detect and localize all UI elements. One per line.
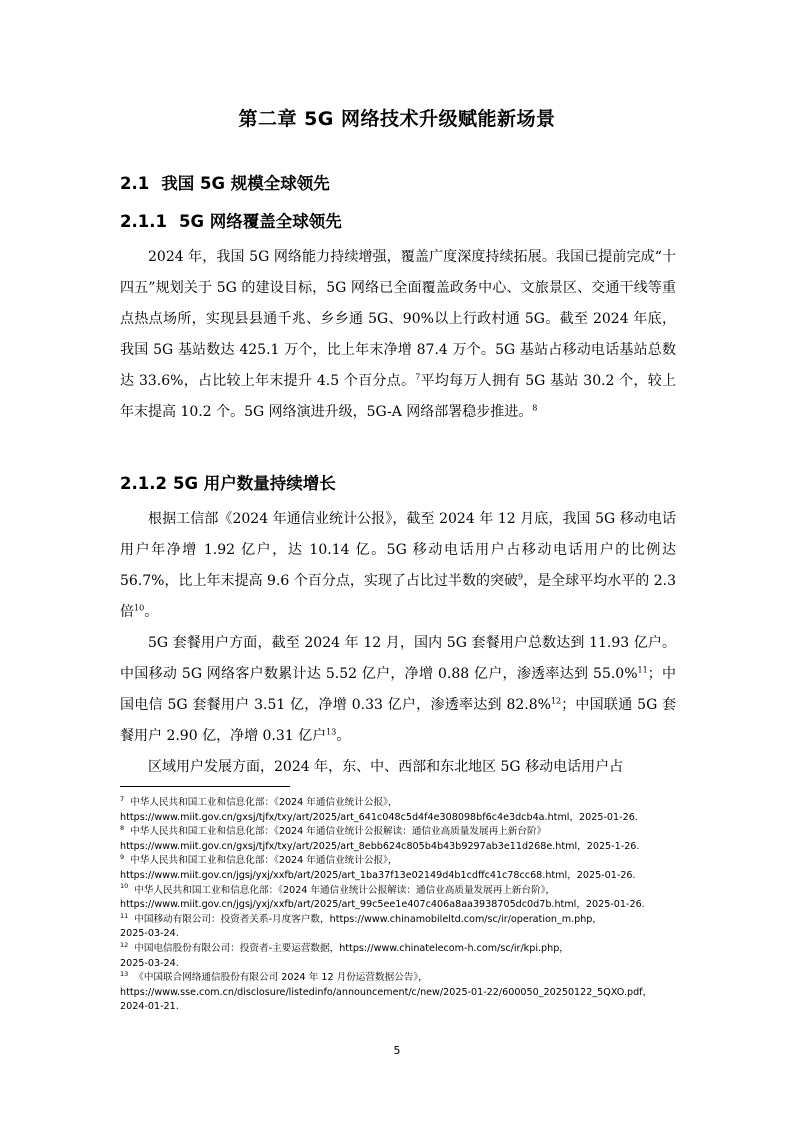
footnote-number: 11 — [120, 911, 129, 920]
footnote-date: 2025-03-24. — [120, 928, 179, 940]
footnote-link[interactable]: https://www.miit.gov.cn/jgsj/yxj/xxfb/art/2025/art_99c5ee1e407c406a8aa3938705dc0d7b.html，2025-01-26. — [120, 899, 645, 911]
paragraph-text: 根据工信部《2024 年通信业统计公报》，截至 2024 年 12 月底，我国 5G 移动电话用户年净增 1.92 亿户，达 10.14 亿。5G 移动电话用户占移动电话用户的比例达 56.7%，比上年末提高 9.6 个百分点，实现了占比过半数的突破 — [120, 511, 676, 589]
section-number: 2.1 — [120, 174, 150, 193]
paragraph-text: ；中国联通 5G 套餐用户 2.90 亿，净增 0.31 亿户 — [120, 697, 676, 744]
section-2-1-2-body — [120, 504, 676, 783]
footnote-ref[interactable]: 11 — [637, 665, 648, 675]
footnote — [120, 854, 680, 883]
footnote — [120, 884, 680, 913]
footnote-text: 中华人民共和国工业和信息化部：《2024 年通信业统计公报解读：通信业高质量发展再上新台阶》， — [134, 884, 556, 896]
section-2-1-1-heading — [120, 208, 342, 232]
footnote-number: 10 — [120, 882, 129, 891]
footnote-link[interactable]: https://www.miit.gov.cn/gxsj/tjfx/txy/art/2025/art_641c048c5d4f4e308098bf6c4e3dcb4a.html，2025-01-26. — [120, 811, 638, 823]
footnote — [120, 971, 680, 1015]
paragraph-text: ；中国电信 5G 套餐用户 3.51 亿，净增 0.33 亿户，渗透率达到 82.8% — [120, 666, 676, 713]
footnote-ref[interactable]: 10 — [134, 603, 145, 613]
footnote-divider — [120, 786, 290, 787]
section-number: 2.1.1 — [120, 212, 167, 231]
footnote-text: 中华人民共和国工业和信息化部：《2024 年通信业统计公报解读：通信业高质量发展再上新台阶》 — [130, 826, 547, 838]
footnote-link[interactable]: https://www.miit.gov.cn/jgsj/yxj/xxfb/art/2025/art_1ba37f13e02149d4b1cdffc41c78cc68.html，2025-01-26. — [120, 869, 636, 881]
section-title: 5G 网络覆盖全球领先 — [178, 212, 342, 231]
footnote — [120, 942, 680, 971]
section-2-1-1-body — [120, 242, 676, 428]
section-title: 我国 5G 规模全球领先 — [161, 174, 330, 193]
footnote-date: 2024-01-21. — [120, 1001, 179, 1013]
footnote-text: 中华人民共和国工业和信息化部：《2024 年通信业统计公报》， — [130, 855, 398, 867]
footnote-text: 中华人民共和国工业和信息化部：《2024 年通信业统计公报》， — [130, 797, 398, 808]
chapter-title: 第二章 5G 网络技术升级赋能新场景 — [238, 108, 556, 130]
paragraph — [120, 242, 676, 428]
footnote — [120, 796, 680, 825]
footnote-number: 12 — [120, 940, 129, 949]
paragraph — [120, 504, 676, 628]
footnote — [120, 825, 680, 854]
paragraph-text: 。 — [336, 728, 351, 744]
footnote-text[interactable]: 中国电信股份有限公司：投资者-主要运营数据，https://www.chinatelecom-h.com/sc/ir/kpi.php， — [134, 942, 569, 954]
footnote-number: 7 — [120, 794, 125, 803]
footnote-ref[interactable]: 12 — [550, 696, 562, 706]
footnote-ref[interactable]: 7 — [415, 372, 421, 382]
paragraph-text: 。 — [144, 604, 159, 620]
footnote-ref[interactable]: 13 — [326, 727, 337, 737]
footnote — [120, 913, 680, 942]
footnote-number: 13 — [120, 969, 129, 978]
footnote-link[interactable]: https://www.miit.gov.cn/gxsj/tjfx/txy/art/2025/art_8ebb624c805b4b43b9297ab3e11d268e.html，2025-1-26. — [120, 840, 640, 852]
paragraph-text: 5G 套餐用户方面，截至 2024 年 12 月，国内 5G 套餐用户总数达到 11.93 亿户。中国移动 5G 网络客户数累计达 5.52 亿户，净增 0.88 亿户，渗透率达到 55.0% — [120, 635, 676, 682]
footnote-ref[interactable]: 9 — [518, 572, 524, 582]
section-2-1-2-heading — [120, 470, 336, 494]
footnote-number: 9 — [120, 853, 125, 862]
paragraph — [120, 752, 676, 783]
section-title: 5G 用户数量持续增长 — [172, 474, 336, 493]
footnote-link[interactable]: https://www.sse.com.cn/disclosure/listedinfo/announcement/c/new/2025-01-22/600050_20250122_5QXO.pdf， — [120, 986, 653, 998]
paragraph-text: 2024 年，我国 5G 网络能力持续增强，覆盖广度深度持续拓展。我国已提前完成“十四五”规划关于 5G 的建设目标，5G 网络已全面覆盖政务中心、文旅景区、交通干线等重点热点场所，实现县县通千兆、乡乡通 5G、90%以上行政村通 5G。截至 2024 年底，我国 5G 基站数达 425.1 万个，比上年末净增 87.4 万个。5G 基站占移动电话基站总数达 33.6%，占比较上年末提升 4.5 个百分点。 — [120, 249, 676, 389]
section-2-1-heading — [120, 170, 330, 194]
footnote-ref[interactable]: 8 — [532, 403, 538, 413]
paragraph — [120, 628, 676, 752]
footnote-text: 《中国联合网络通信股份有限公司 2024 年 12 月份运营数据公告》， — [134, 972, 428, 984]
footnotes — [120, 796, 680, 1015]
page-number: 5 — [393, 1044, 401, 1057]
footnote-text[interactable]: 中国移动有限公司：投资者关系-月度客户数，https://www.chinamobileltd.com/sc/ir/operation_m.php， — [134, 913, 602, 925]
section-number: 2.1.2 — [120, 474, 167, 493]
paragraph-text: 区域用户发展方面，2024 年，东、中、西部和东北地区 5G 移动电话用户占 — [148, 759, 624, 775]
footnote-number: 8 — [120, 824, 125, 832]
paragraph-text: 平均每万人拥有 5G 基站 30.2 个，较上年末提高 10.2 个。5G 网络演进升级，5G-A 网络部署稳步推进。 — [120, 373, 676, 420]
footnote-date: 2025-03-24. — [120, 957, 179, 969]
paragraph-text: ，是全球平均水平的 2.3 倍 — [120, 573, 677, 620]
